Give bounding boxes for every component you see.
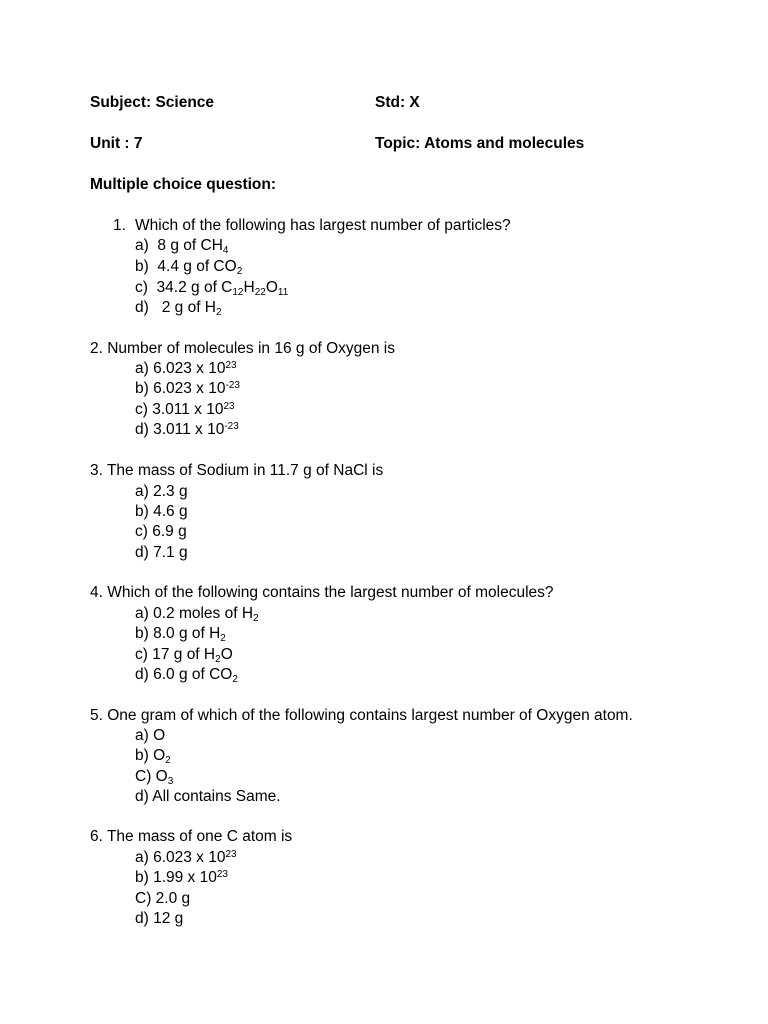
q6-option-a: a) 6.023 x $10^{23}$	[135, 849, 237, 866]
std-label: Std: X	[375, 94, 420, 111]
q3-option-b: b) 4.6 g	[135, 503, 188, 520]
question-3-text: 3. The mass of Sodium in 11.7 g of NaCl is	[90, 462, 384, 479]
question-1-text: Which of the following has largest number of particles?	[135, 217, 511, 234]
q5-option-c: C) $O_3$	[135, 768, 174, 787]
q2-option-a: a) 6.023 x $10^{23}$	[135, 360, 237, 377]
q6-option-c: C) 2.0 g	[135, 890, 191, 907]
q4-option-b: b) 8.0 g of $H_2$	[135, 625, 226, 644]
q6-option-b: b) 1.99 x $10^{23}$	[135, 869, 228, 886]
question-2-text: 2. Number of molecules in 16 g of Oxygen is	[90, 340, 395, 357]
question-1-number: 1.	[113, 217, 126, 234]
q1-option-b: b) 4.4 g of $CO_2$	[135, 258, 243, 277]
q2-option-b: b) 6.023 x $10^{-23}$	[135, 380, 240, 397]
q3-option-a: a) 2.3 g	[135, 483, 188, 500]
q5-option-a: a) O	[135, 727, 166, 744]
q2-option-c: c) 3.011 x $10^{23}$	[135, 401, 235, 418]
q1-option-c: c) 34.2 g of $C_{12}H_{22}O_{11}$	[135, 279, 289, 298]
q3-option-d: d) 7.1 g	[135, 544, 188, 561]
q4-option-d: d) 6.0 g of $CO_2$	[135, 666, 238, 685]
unit-label: Unit : 7	[90, 135, 143, 152]
question-4-text: 4. Which of the following contains the largest number of molecules?	[90, 584, 554, 601]
q6-option-d: d) 12 g	[135, 910, 184, 927]
q4-option-a: a) 0.2 moles of $H_2$	[135, 605, 259, 624]
q2-option-d: d) 3.011 x $10^{-23}$	[135, 421, 239, 438]
section-title: Multiple choice question:	[90, 176, 277, 193]
question-6-text: 6. The mass of one C atom is	[90, 828, 293, 845]
subject-label: Subject: Science	[90, 94, 215, 111]
topic-label: Topic: Atoms and molecules	[375, 135, 585, 152]
q1-option-a: a) 8 g of $CH_4$	[135, 237, 229, 256]
q4-option-c: c) 17 g of $H_2O$	[135, 646, 233, 665]
q5-option-d: d) All contains Same.	[135, 788, 281, 805]
q5-option-b: b) $O_2$	[135, 747, 171, 766]
question-5-text: 5. One gram of which of the following contains largest number of Oxygen atom.	[90, 707, 633, 724]
q1-option-d: d) 2 g of $H_2$	[135, 299, 222, 318]
q3-option-c: c) 6.9 g	[135, 523, 187, 540]
